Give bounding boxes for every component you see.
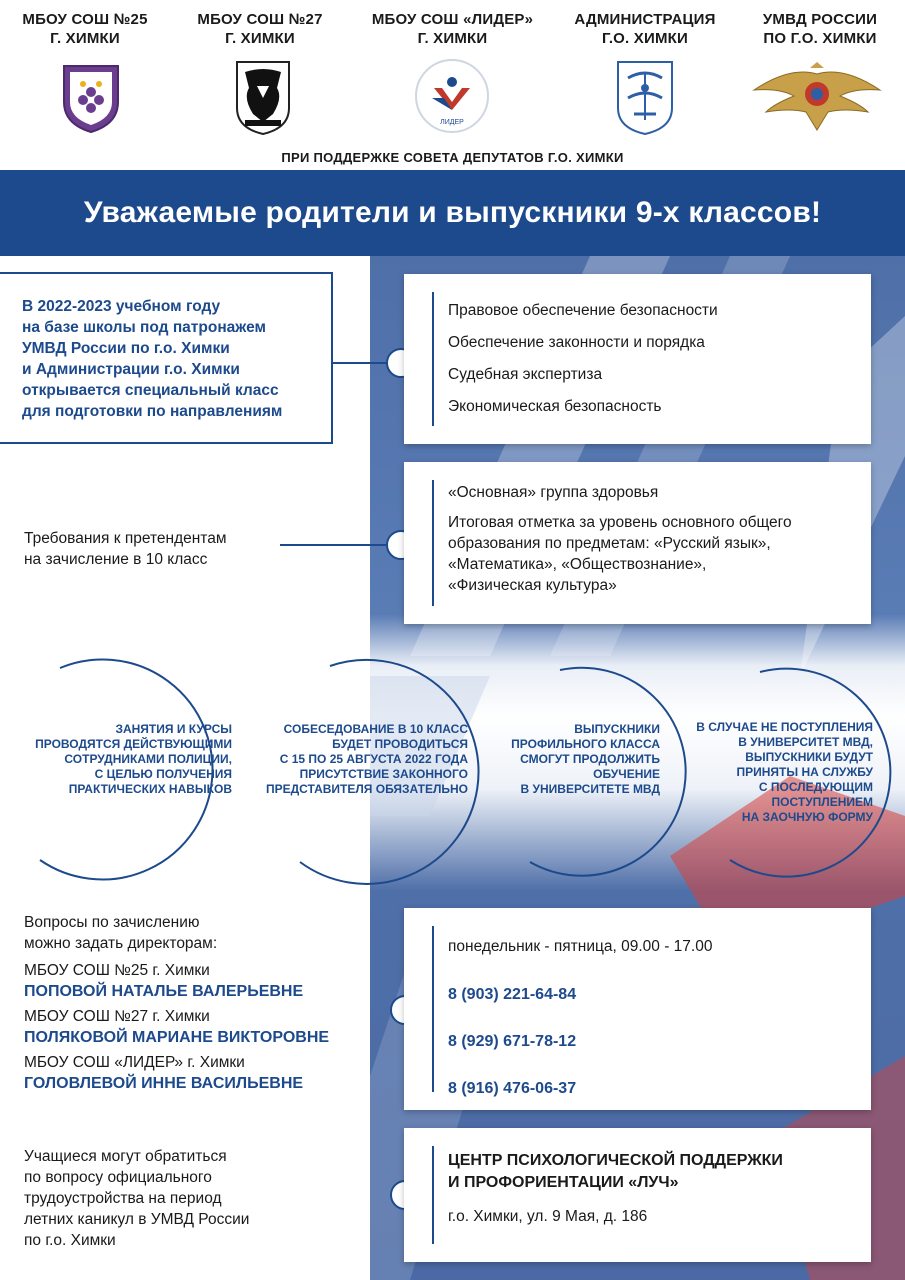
page-title: Уважаемые родители и выпускники 9-х классов!	[0, 170, 905, 256]
circle-text-service: В СЛУЧАЕ НЕ ПОСТУПЛЕНИЯ В УНИВЕРСИТЕТ МВД, ВЫПУСКНИКИ БУДУТ ПРИНЯТЫ НА СЛУЖБУ С ПОСЛЕДУЮЩИМ ПОСТУПЛЕНИЕМ НА ЗАОЧНУЮ ФОРМУ	[696, 720, 873, 824]
director-name: ГОЛОВЛЕВОЙ ИННЕ ВАСИЛЬЕВНЕ	[24, 1075, 304, 1092]
requirements-label: Требования к претендентам на зачисление в 10 класс	[24, 530, 227, 568]
office-hours: понедельник - пятница, 09.00 - 17.00	[448, 938, 713, 955]
school-25-emblem-icon	[58, 58, 124, 134]
center-card	[404, 1128, 871, 1262]
card-accent-bar	[432, 292, 434, 426]
director-name: ПОЛЯКОВОЙ МАРИАНЕ ВИКТОРОВНЕ	[24, 1029, 330, 1046]
police-eagle-emblem-icon	[750, 60, 884, 134]
card-accent-bar	[432, 480, 434, 606]
card-accent-bar	[432, 926, 434, 1092]
phones-card	[404, 908, 871, 1110]
phone-number[interactable]: 8 (916) 476-06-37	[448, 1080, 577, 1097]
direction-item: Правовое обеспечение безопасности	[448, 302, 718, 319]
phone-number[interactable]: 8 (929) 671-78-12	[448, 1033, 577, 1050]
lider-logo-icon	[414, 58, 490, 134]
employment-info: Учащиеся могут обратиться по вопросу официального трудоустройства на период летних каникул в УМВД России по г.о. Химки	[24, 1148, 250, 1249]
direction-item: Судебная экспертиза	[448, 366, 603, 383]
direction-item: Экономическая безопасность	[448, 398, 662, 415]
center-title: ЦЕНТР ПСИХОЛОГИЧЕСКОЙ ПОДДЕРЖКИ И ПРОФОРИЕНТАЦИИ «ЛУЧ»	[448, 1152, 783, 1191]
svg-text:ЛИДЕР: ЛИДЕР	[440, 119, 464, 126]
circle-text-courses: ЗАНЯТИЯ И КУРСЫ ПРОВОДЯТСЯ ДЕЙСТВУЮЩИМИ СОТРУДНИКАМИ ПОЛИЦИИ, С ЦЕЛЬЮ ПОЛУЧЕНИЯ ПРАКТИЧЕСКИХ НАВЫКОВ	[35, 722, 232, 796]
card-accent-bar	[432, 1146, 434, 1244]
circle-text-interview: СОБЕСЕДОВАНИЕ В 10 КЛАСС БУДЕТ ПРОВОДИТЬСЯ С 15 ПО 25 АВГУСТА 2022 ГОДА ПРИСУТСТВИЕ ЗАКОННОГО ПРЕДСТАВИТЕЛЯ ОБЯЗАТЕЛЬНО	[265, 722, 468, 796]
org-school-25: МБОУ СОШ №25 Г. ХИМКИ	[22, 11, 148, 47]
org-umvd: УМВД РОССИИ ПО Г.О. ХИМКИ	[762, 11, 878, 47]
intro-box: В 2022-2023 учебном году на базе школы под патронажем УМВД России по г.о. Химки и Администрации г.о. Химки открывается специальный класс для подготовки по направлениям	[0, 272, 333, 444]
connector-line	[333, 362, 389, 364]
circle-text-university: ВЫПУСКНИКИ ПРОФИЛЬНОГО КЛАССА СМОГУТ ПРОДОЛЖИТЬ ОБУЧЕНИЕ В УНИВЕРСИТЕТЕ МВД	[511, 722, 660, 796]
khimki-coat-of-arms-icon	[614, 58, 676, 136]
org-school-lider: МБОУ СОШ «ЛИДЕР» Г. ХИМКИ	[371, 11, 534, 47]
support-line: ПРИ ПОДДЕРЖКЕ СОВЕТА ДЕПУТАТОВ Г.О. ХИМКИ	[281, 150, 624, 165]
org-administration: АДМИНИСТРАЦИЯ Г.О. ХИМКИ	[574, 11, 716, 47]
direction-item: Обеспечение законности и порядка	[448, 334, 705, 351]
director-name: ПОПОВОЙ НАТАЛЬЕ ВАЛЕРЬЕВНЕ	[24, 983, 304, 1000]
directions-card	[404, 274, 871, 444]
connector-line	[280, 544, 390, 546]
school-27-eagle-icon	[233, 58, 293, 136]
contacts-info: Вопросы по зачислению можно задать директорам: МБОУ СОШ №25 г. Химки ПОПОВОЙ НАТАЛЬЕ ВАЛЕРЬЕВНЕ МБОУ СОШ №27 г. Химки ПОЛЯКОВОЙ МАРИАНЕ ВИКТОРОВНЕ МБОУ СОШ «ЛИДЕР» г. Химки ГОЛОВЛЕВОЙ ИННЕ ВАСИЛЬЕВНЕ	[24, 912, 374, 1094]
requirements-card: «Основная» группа здоровья Итоговая отметка за уровень основного общего образования по предметам: «Русский язык», «Математика», «Обществознание», «Физическая культура»	[404, 462, 871, 624]
phone-number[interactable]: 8 (903) 221-64-84	[448, 986, 577, 1003]
center-address: г.о. Химки, ул. 9 Мая, д. 186	[448, 1208, 648, 1225]
org-school-27: МБОУ СОШ №27 Г. ХИМКИ	[197, 11, 323, 47]
